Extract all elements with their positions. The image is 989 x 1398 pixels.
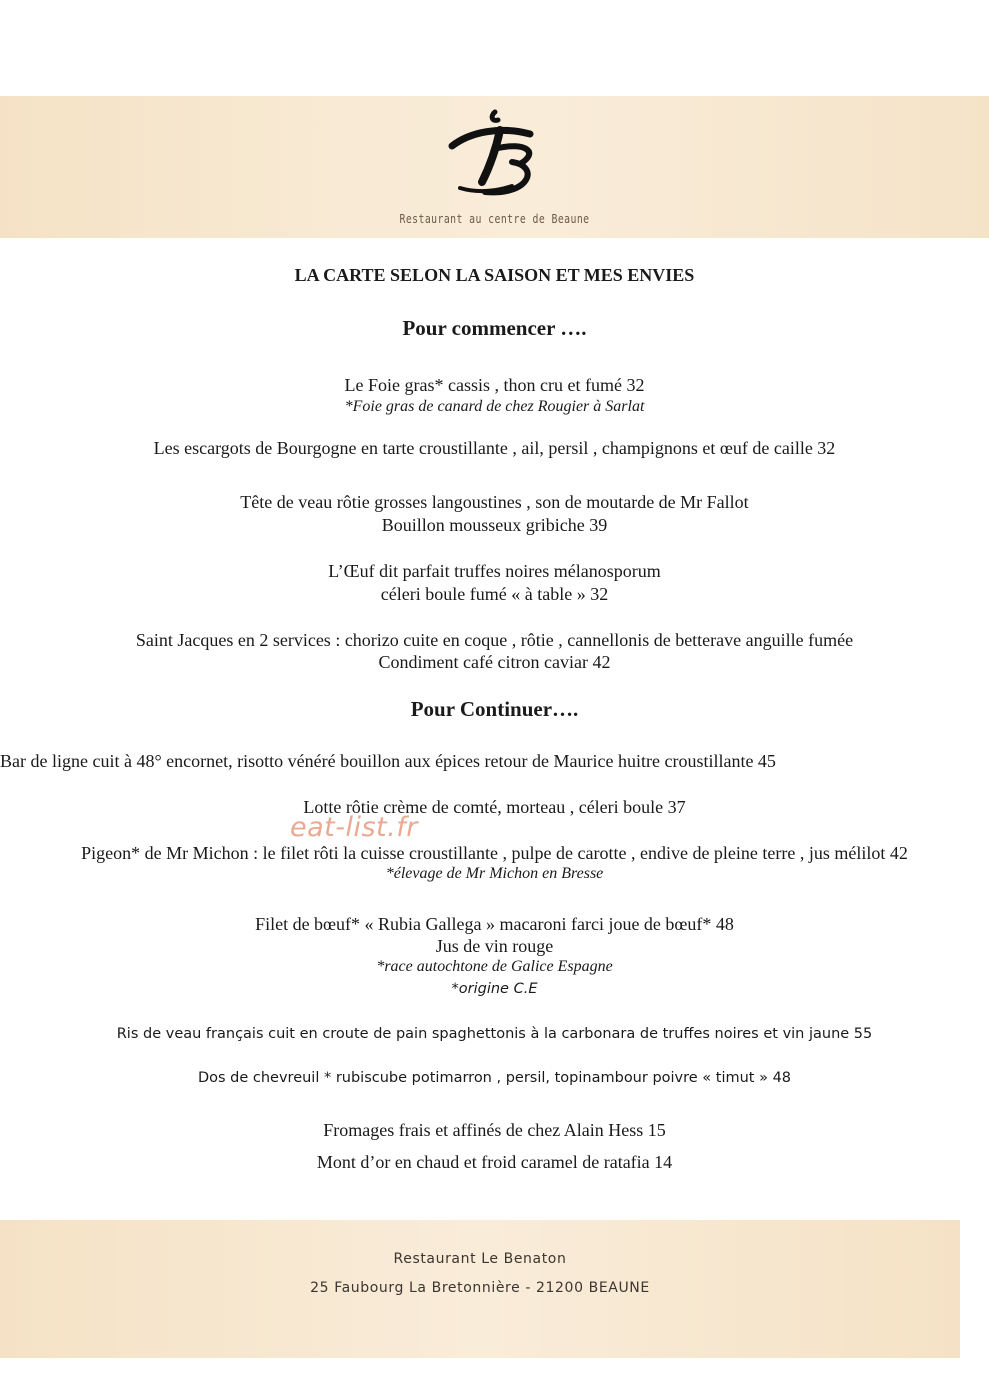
menu-item: Dos de chevreuil * rubiscube potimarron , persil, topinambour poivre « timut » 48 (197, 1070, 792, 1086)
menu-item-note: *Foie gras de canard de chez Rougier à Sarlat (344, 398, 645, 415)
menu-item: Mont d’or en chaud et froid caramel de ratafia 14 (316, 1152, 673, 1172)
menu-item-note: *origine C.E (451, 981, 538, 997)
menu-item: Bar de ligne cuit à 48° encornet, risotto vénéré bouillon aux épices retour de Maurice huitre croustillante 45 (0, 751, 776, 771)
menu-item: Le Foie gras* cassis , thon cru et fumé 32 (344, 375, 645, 395)
menu-item: Tête de veau rôtie grosses langoustines , son de moutarde de Mr Fallot (240, 492, 749, 512)
menu-item: Jus de vin rouge (435, 936, 554, 956)
menu-item-note: *race autochtone de Galice Espagne (376, 958, 613, 975)
menu-item: céleri boule fumé « à table » 32 (380, 584, 609, 604)
section-heading-starters: Pour commencer …. (402, 316, 587, 340)
watermark: eat-list.fr (290, 812, 418, 843)
menu-item: Bouillon mousseux gribiche 39 (381, 515, 608, 535)
menu-item-note: *élevage de Mr Michon en Bresse (385, 865, 604, 882)
menu-item: Filet de bœuf* « Rubia Gallega » macaroni farci joue de bœuf* 48 (255, 914, 734, 934)
menu-item: Les escargots de Bourgogne en tarte croustillante , ail, persil , champignons et œuf de caille 32 (153, 438, 836, 458)
menu-title: LA CARTE SELON LA SAISON ET MES ENVIES (294, 265, 695, 285)
menu-item: Saint Jacques en 2 services : chorizo cuite en coque , rôtie , cannellonis de betterave anguille fumée (135, 630, 854, 650)
restaurant-logo (440, 104, 550, 204)
footer-address: 25 Faubourg La Bretonnière - 21200 BEAUNE (310, 1280, 650, 1296)
menu-item: L’Œuf dit parfait truffes noires mélanosporum (328, 561, 661, 581)
menu-item: Condiment café citron caviar 42 (378, 652, 611, 672)
menu-item: Fromages frais et affinés de chez Alain Hess 15 (323, 1120, 666, 1140)
restaurant-tagline: Restaurant au centre de Beaune (399, 212, 590, 226)
footer-restaurant-name: Restaurant Le Benaton (393, 1251, 567, 1267)
section-heading-mains: Pour Continuer…. (410, 697, 579, 721)
menu-item: Ris de veau français cuit en croute de pain spaghettonis à la carbonara de truffes noires et vin jaune 55 (116, 1026, 873, 1042)
menu-item: Lotte rôtie crème de comté, morteau , céleri boule 37 (303, 797, 686, 817)
menu-item: Pigeon* de Mr Michon : le filet rôti la cuisse croustillante , pulpe de carotte , endive de pleine terre , jus mélilot 42 (81, 843, 908, 863)
